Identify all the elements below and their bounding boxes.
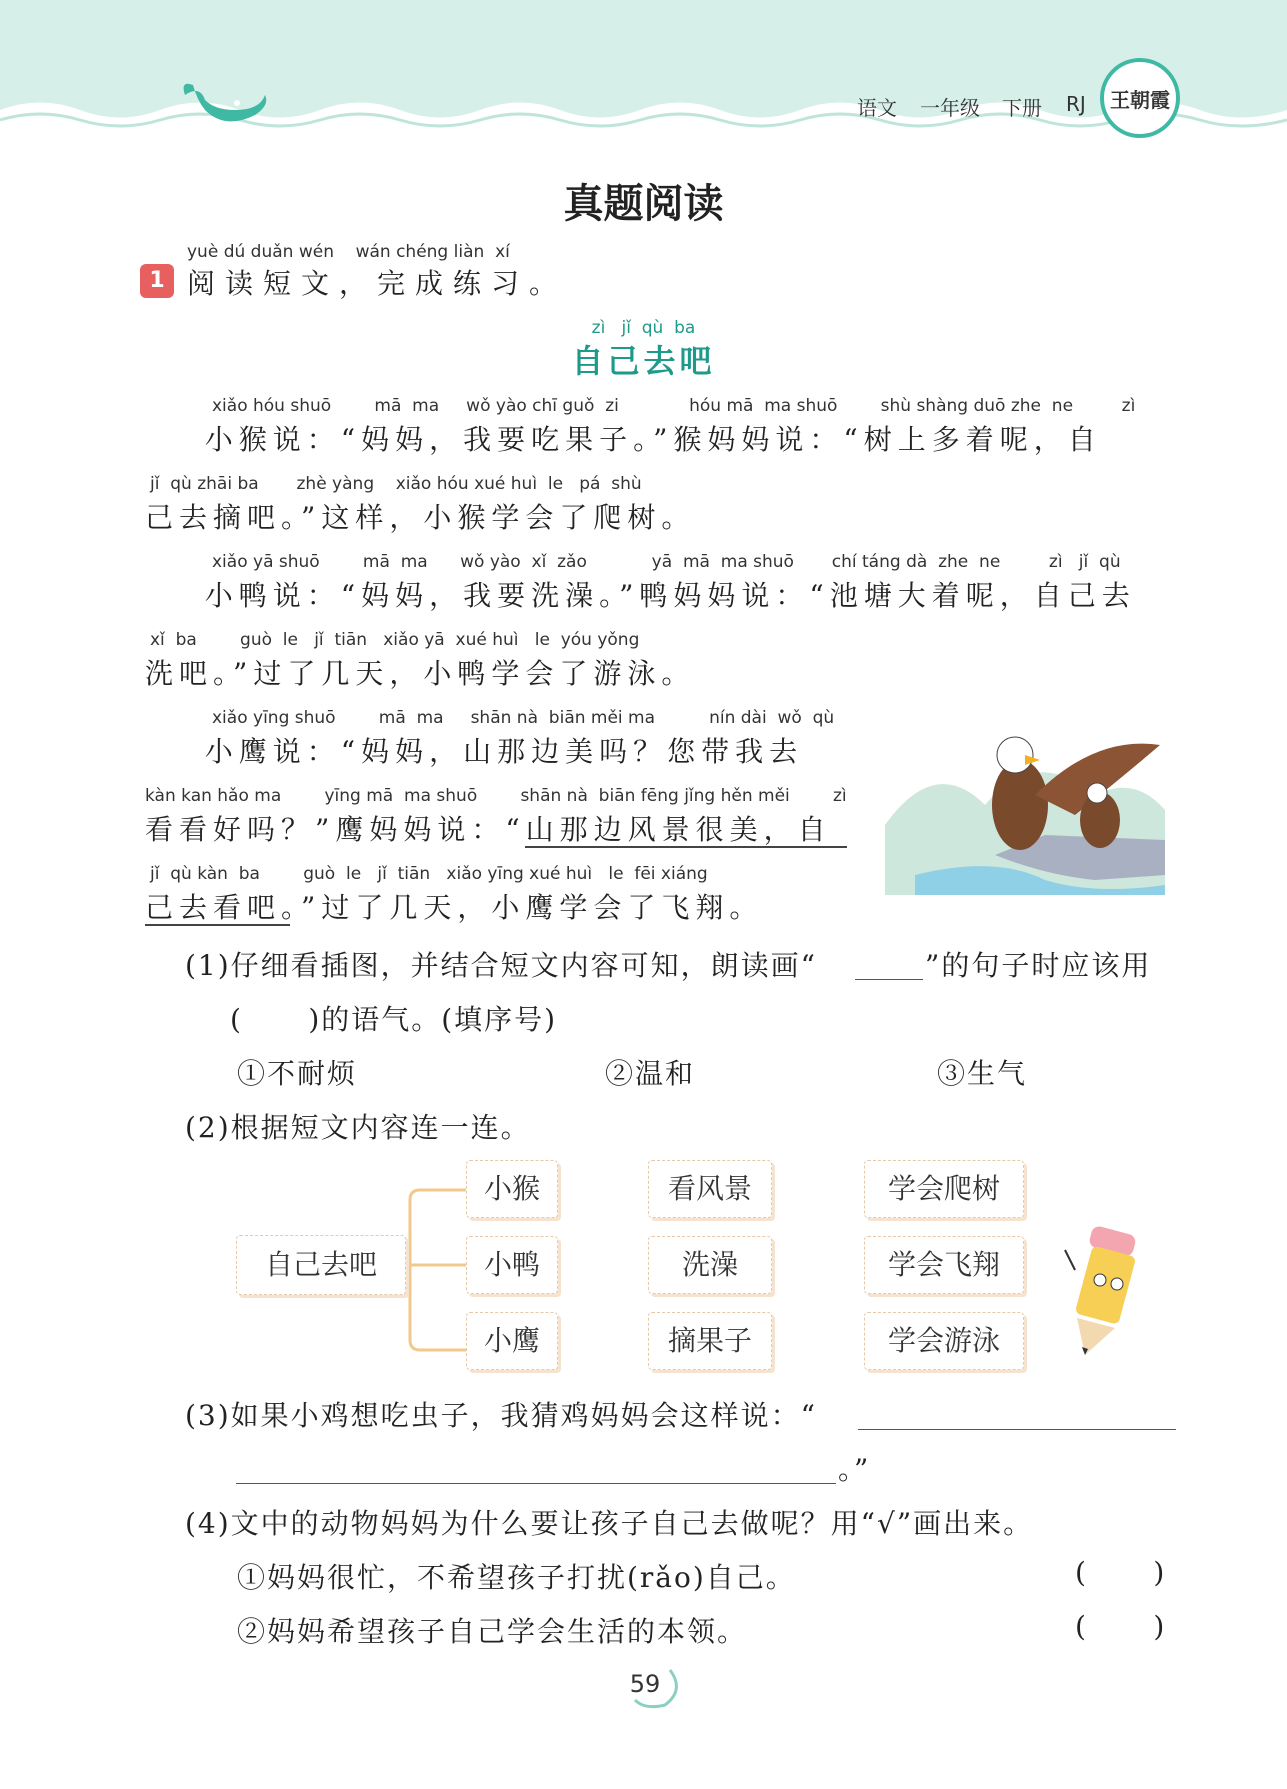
header-volume: 下册 [1002,96,1042,120]
q2-action-box[interactable]: 洗澡 [648,1236,772,1294]
header-grade: 一年级 [920,96,980,120]
eagle-illustration [875,715,1165,895]
story-text-line: 己去看吧。”过了几天，小鹰学会了飞翔。 [145,891,764,924]
story-text-line: 小猴说：“妈妈，我要吃果子。”猴妈妈说：“树上多着呢，自 [175,423,1102,456]
q2-animal-box[interactable]: 小鹰 [466,1312,558,1370]
story-text-line: 己去摘吧。”这样，小猴学会了爬树。 [145,501,696,534]
q2-action-box[interactable]: 看风景 [648,1160,772,1218]
question-number-badge: 1 [140,264,174,298]
q4-stem: (4)文中的动物妈妈为什么要让孩子自己去做呢？用“√”画出来。 [185,1507,1034,1540]
q3-end-quote: 。” [838,1453,871,1486]
story-pinyin-line: xǐ ba guò le jǐ tiān xiǎo yā xué huì le yóu yǒng [150,630,640,650]
q4-check-paren[interactable]: ( ) [1075,1556,1167,1589]
header-subject: 语文 [857,96,897,120]
q1-option: ③生气 [937,1057,1028,1090]
q2-root-box[interactable]: 自己去吧 [236,1235,406,1295]
q1-stem-tail: ”的句子时应该用 [925,949,1152,982]
story-pinyin-line: kàn kan hǎo ma yīng mā ma shuō shān nà biān fēng jǐng hěn měi zì [145,786,847,806]
q4-check-paren[interactable]: ( ) [1075,1610,1167,1643]
q2-result-box[interactable]: 学会游泳 [864,1312,1024,1370]
question-pinyin: yuè dú duǎn wén wán chéng liàn xí [187,242,510,262]
pencil-mascot-icon [1055,1210,1150,1360]
story-pinyin-line: xiǎo yā shuō mā ma wǒ yào xǐ zǎo yā mā ma shuō chí táng dà zhe ne zì jǐ qù [212,552,1121,572]
story-pinyin-line: xiǎo hóu shuō mā ma wǒ yào chī guǒ zi hóu mā ma shuō shù shàng duō zhe ne zì [212,396,1136,416]
q1-stem-blank[interactable] [855,978,923,980]
underline-eagle-quote [525,845,847,848]
whale-icon [175,75,275,135]
question-instruction: 阅读短文，完成练习。 [187,267,568,300]
page-number: 59 [629,1670,661,1698]
q4-option: ②妈妈希望孩子自己学会生活的本领。 [237,1615,748,1648]
story-pinyin-line: xiǎo yīng shuō mā ma shān nà biān měi ma nín dài wǒ qù [212,708,835,728]
q3-answer-line-2[interactable] [236,1482,836,1484]
page-title: 真题阅读 [563,181,724,227]
story-text-line: 小鹰说：“妈妈，山那边美吗？您带我去 [175,735,804,768]
header-band [0,0,1287,150]
q2-result-box[interactable]: 学会爬树 [864,1160,1024,1218]
story-pinyin-line: jǐ qù zhāi ba zhè yàng xiǎo hóu xué huì le pá shù [150,474,642,494]
story-text-line: 小鸭说：“妈妈，我要洗澡。”鸭妈妈说：“池塘大着呢，自己去 [175,579,1136,612]
story-text-line: 看看好吗？”鹰妈妈说：“山那边风景很美，自 [145,813,832,846]
q1-option: ①不耐烦 [237,1057,358,1090]
q2-stem: (2)根据短文内容连一连。 [185,1111,531,1144]
q1-answer-line: ( )的语气。(填序号) [230,1003,558,1036]
story-title-pinyin: zì jǐ qù ba [591,318,696,338]
q2-bracket-connector [400,1180,470,1360]
q2-action-box[interactable]: 摘果子 [648,1312,772,1370]
brand-logo-text: 王朝霞 [1110,88,1170,112]
header-edition: RJ [1066,92,1086,116]
brand-logo [1100,58,1180,138]
q2-animal-box[interactable]: 小猴 [466,1160,558,1218]
story-text-line: 洗吧。”过了几天，小鸭学会了游泳。 [145,657,696,690]
q1-option: ②温和 [605,1057,696,1090]
q3-answer-line[interactable] [858,1428,1176,1430]
q4-option: ①妈妈很忙，不希望孩子打扰(rǎo)自己。 [237,1561,796,1594]
story-title: 自己去吧 [571,342,716,380]
story-pinyin-line: jǐ qù kàn ba guò le jǐ tiān xiǎo yīng xué huì le fēi xiáng [150,864,708,884]
q2-result-box[interactable]: 学会飞翔 [864,1236,1024,1294]
q2-animal-box[interactable]: 小鸭 [466,1236,558,1294]
q3-stem: (3)如果小鸡想吃虫子，我猜鸡妈妈会这样说：“ [185,1399,817,1432]
q1-stem: (1)仔细看插图，并结合短文内容可知，朗读画“ [185,949,817,982]
underline-eagle-quote-end [145,923,290,926]
